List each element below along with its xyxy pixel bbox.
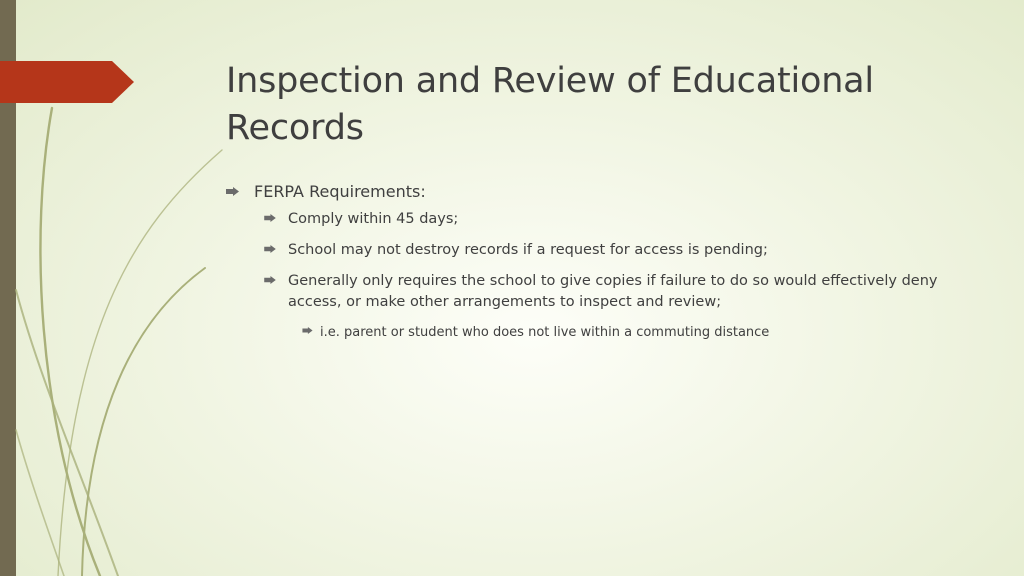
arrow-bullet-icon [302, 327, 313, 334]
sub-bullet-item [264, 209, 966, 230]
sub-bullet-item [264, 240, 966, 261]
sub-bullet-item [264, 271, 966, 313]
slide-title: Inspection and Review of Educational Records [226, 61, 874, 148]
arrow-bullet-icon [264, 245, 276, 253]
sub-bullet-text: Generally only requires the school to give copies if failure to do so would effectively deny access, or make other arrangements to inspect and review; [288, 273, 938, 310]
title-accent-arrow [0, 61, 134, 103]
sub-sub-bullet-text: i.e. parent or student who does not live within a commuting distance [320, 325, 770, 340]
sub-bullet-text: Comply within 45 days; [288, 211, 459, 227]
arrow-bullet-icon [226, 187, 239, 196]
bullet-item [226, 180, 966, 204]
arrow-bullet-icon [264, 276, 276, 284]
bullet-list [226, 180, 966, 350]
bullet-text: FERPA Requirements: [254, 182, 426, 201]
arrow-bullet-icon [264, 214, 276, 222]
sub-bullet-text: School may not destroy records if a request for access is pending; [288, 242, 768, 258]
sub-sub-bullet-item [302, 323, 966, 342]
